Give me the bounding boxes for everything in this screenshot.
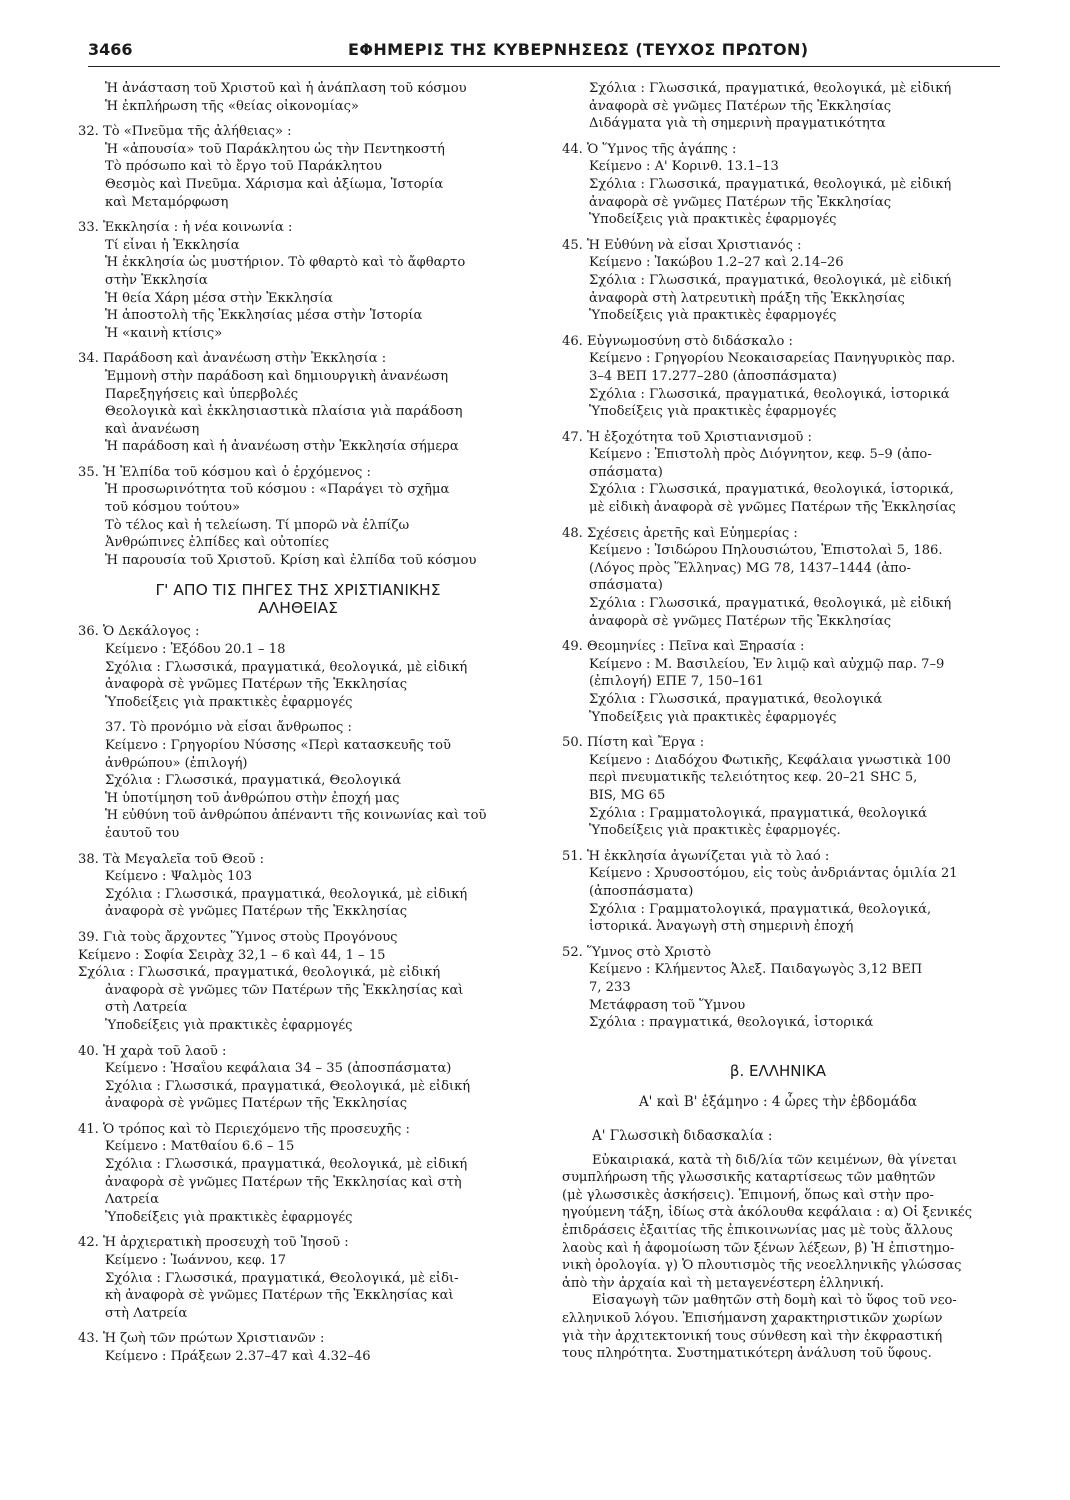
item-heading: 34. Παράδοση καὶ ἀνανέωση στὴν Ἐκκλησία : xyxy=(78,351,387,367)
text-line: Σχόλια : Γλωσσικά, πραγματικά, θεολογικά, μὲ εἰδική xyxy=(105,659,468,675)
text-line: Κείμενο : Ἰωάννου, κεφ. 17 xyxy=(105,1253,287,1269)
text-line: Ἡ θεία Χάρη μέσα στὴν Ἐκκλησία xyxy=(105,290,333,306)
text-line: ἀναφορὰ σὲ γνῶμες Πατέρων τῆς Ἐκκλησίας xyxy=(589,613,892,629)
text-line: Ὑποδείξεις γιὰ πρακτικὲς ἐφαρμογές xyxy=(589,212,837,228)
text-line: (Λόγος πρὸς Ἕλληνας) MG 78, 1437–1444 (ἀπο- xyxy=(589,560,911,576)
text-line: ἀναφορὰ σὲ γνῶμες Πατέρων τῆς Ἐκκλησίας xyxy=(105,904,408,920)
text-line: Ὑποδείξεις γιὰ πρακτικὲς ἐφαρμογές xyxy=(105,1017,353,1033)
list-item-38 xyxy=(78,851,518,921)
text-line: Σχόλια : Γλωσσικά, πραγματικά, Θεολογικά, μὲ εἰδι- xyxy=(105,1270,459,1286)
item-heading: 33. Ἐκκλησία : ἡ νέα κοινωνία : xyxy=(78,220,293,236)
item-heading: 50. Πίστη καὶ Ἔργα : xyxy=(562,735,705,751)
text-line: καὶ Μεταμόρφωση xyxy=(105,194,229,210)
item-heading: 39. Γιὰ τοὺς ἄρχοντες Ὕμνος στοὺς Προγόνους xyxy=(78,929,398,945)
text-line: Κείμενο : Ἰακώβου 1.2–27 καὶ 2.14–26 xyxy=(589,255,844,271)
text-line: ἀναφορὰ σὲ γνῶμες Πατέρων τῆς Ἐκκλησίας xyxy=(105,677,408,693)
text-line: 3–4 ΒΕΠ 17.277–280 (ἀποσπάσματα) xyxy=(589,368,837,384)
list-item-51 xyxy=(562,848,994,936)
list-item-48 xyxy=(562,525,994,631)
left-top-continuation xyxy=(78,80,518,115)
text-line: Ὑποδείξεις γιὰ πρακτικὲς ἐφαρμογές. xyxy=(589,823,841,839)
text-line: Παρεξηγήσεις καὶ ὑπερβολές xyxy=(105,386,299,402)
list-item-52 xyxy=(562,944,994,1032)
text-line: ελληνικοῦ λόγου. Ἐπισήμανση χαρακτηριστικῶν χωρίων xyxy=(562,1311,943,1327)
list-item-50 xyxy=(562,734,994,840)
text-line: (ἀποσπάσματα) xyxy=(589,883,694,899)
list-item-33 xyxy=(78,219,518,342)
text-line: (ἐπιλογή) ΕΠΕ 7, 150–161 xyxy=(589,674,764,690)
text-line: τοῦ κόσμου τούτου» xyxy=(105,500,240,516)
list-item-35 xyxy=(78,464,518,570)
text-line: Κείμενο : Ἐπιστολὴ πρὸς Διόγνητον, κεφ. 5–9 (ἀπο- xyxy=(589,447,932,463)
list-item-42 xyxy=(78,1234,518,1322)
item-heading: 51. Ἡ ἐκκλησία ἀγωνίζεται γιὰ τὸ λαό : xyxy=(562,848,830,864)
text-line: κὴ ἀναφορὰ σὲ γνῶμες Πατέρων τῆς Ἐκκλησίας καὶ xyxy=(105,1288,454,1304)
text-line: σπάσματα) xyxy=(589,578,663,594)
item-heading: 52. Ὕμνος στὸ Χριστὸ xyxy=(562,944,711,960)
text-line: λαοὺς καὶ ἡ ἀφομοίωση τῶν ξένων λέξεων, β) Ἡ ἐπιστημο- xyxy=(562,1240,955,1256)
text-line: Ὑποδείξεις γιὰ πρακτικὲς ἐφαρμογές xyxy=(589,308,837,324)
text-line: Σχόλια : Γλωσσικά, πραγματικά, θεολογικά, μὲ εἰδική xyxy=(589,176,952,192)
list-item-44 xyxy=(562,141,994,229)
text-line: Σχόλια : Γραμματολογικά, πραγματικά, θεολογικά xyxy=(589,805,927,821)
text-line: Σχόλια : Γλωσσικά, πραγματικά, θεολογικά, μὲ εἰδική xyxy=(589,596,952,612)
list-item-32 xyxy=(78,123,518,211)
text-line: Σχόλια : Γλωσσικά, πραγματικά, θεολογικά, μὲ εἰδική xyxy=(589,81,952,96)
list-item-47 xyxy=(562,429,994,517)
text-line: Σχόλια : Γλωσσικά, πραγματικά, θεολογικά, ἱστορικά xyxy=(589,386,950,402)
text-line: Ὑποδείξεις γιὰ πρακτικὲς ἐφαρμογές xyxy=(105,1209,353,1225)
text-line: ἀναφορὰ σὲ γνῶμες Πατέρων τῆς Ἐκκλησίας xyxy=(589,98,892,114)
list-item-46 xyxy=(562,333,994,421)
text-line: καὶ ἀνανέωση xyxy=(105,421,200,437)
text-line: Κείμενο : Ἡσαΐου κεφάλαια 34 – 35 (ἀποσπάσματα) xyxy=(105,1061,452,1077)
text-line: Τί εἶναι ἡ Ἐκκλησία xyxy=(105,237,240,253)
text-line: Σχόλια : Γλωσσικά, πραγματικά, θεολογικά, μὲ εἰδική xyxy=(589,272,952,288)
text-line: ἀναφορὰ σὲ γνῶμες τῶν Πατέρων τῆς Ἐκκλησίας καὶ xyxy=(105,982,464,998)
item-heading: 46. Εὐγνωμοσύνη στὸ διδάσκαλο : xyxy=(562,333,793,349)
item-heading: 49. Θεομηνίες : Πεῖνα καὶ Ξηρασία : xyxy=(562,639,805,655)
text-line: Κείμενο : Πράξεων 2.37–47 καὶ 4.32–46 xyxy=(105,1349,371,1364)
item-heading: 44. Ὁ Ὕμνος τῆς ἀγάπης : xyxy=(562,141,737,157)
text-line: περὶ πνευματικῆς τελειότητος κεφ. 20–21 SHC 5, xyxy=(589,770,918,786)
list-item-36 xyxy=(78,623,518,711)
text-line: Λατρεία xyxy=(105,1192,159,1208)
text-line: Εὐκαιριακά, κατὰ τὴ διδ/λία τῶν κειμένων, θὰ γίνεται xyxy=(592,1152,958,1168)
item-heading: 38. Τὰ Μεγαλεῖα τοῦ Θεοῦ : xyxy=(78,851,264,867)
text-line: Σχόλια : Γλωσσικά, πραγματικά, Θεολογικά xyxy=(105,773,402,789)
text-line: στὴν Ἐκκλησία xyxy=(105,272,208,288)
text-line: μὲ εἰδικὴ ἀναφορὰ σὲ γνῶμες Πατέρων τῆς Ἐκκλησίας xyxy=(589,500,956,516)
text-line: Ἡ ἐκπλήρωση τῆς «θείας οἰκονομίας» xyxy=(105,98,359,114)
text-line: Ἐμμονὴ στὴν παράδοση καὶ δημιουργικὴ ἀνανέωση xyxy=(105,368,449,384)
item-heading: 37. Τὸ προνόμιο νὰ εἶσαι ἄνθρωπος : xyxy=(105,720,352,736)
text-line: Ἀνθρώπινες ἐλπίδες καὶ οὐτοπίες xyxy=(105,535,330,551)
header-rule xyxy=(88,66,1000,67)
text-line: Κείμενο : Ψαλμὸς 103 xyxy=(105,869,253,885)
text-line: στὴ Λατρεία xyxy=(105,1305,188,1321)
text-line: Διδάγματα γιὰ τὴ σημερινὴ πραγματικότητα xyxy=(589,116,886,132)
text-line: Ἡ προσωρινότητα τοῦ κόσμου : «Παράγει τὸ σχῆμα xyxy=(105,482,450,498)
text-line: στὴ Λατρεία xyxy=(105,1000,188,1016)
item-heading: 36. Ὁ Δεκάλογος : xyxy=(78,624,200,640)
text-line: Κείμενο : Διαδόχου Φωτικῆς, Κεφάλαια γνωστικὰ 100 xyxy=(589,752,951,768)
text-line: Ἡ ἐκκλησία ὡς μυστήριον. Τὸ φθαρτὸ καὶ τὸ ἄφθαρτο xyxy=(105,255,466,271)
section-heading-line: Γ' ΑΠΟ ΤΙΣ ΠΗΓΕΣ ΤΗΣ ΧΡΙΣΤΙΑΝΙΚΗΣ xyxy=(155,581,441,600)
text-line: Ἡ «ἀπουσία» τοῦ Παράκλητου ὡς τὴν Πεντηκοστή xyxy=(105,141,445,157)
list-item-41 xyxy=(78,1121,518,1227)
text-line: Ὑποδείξεις γιὰ πρακτικὲς ἐφαρμογές xyxy=(589,404,837,420)
text-line: Ὑποδείξεις γιὰ πρακτικὲς ἐφαρμογές xyxy=(105,694,353,710)
page-title: ΕΦΗΜΕΡΙΣ ΤΗΣ ΚΥΒΕΡΝΗΣΕΩΣ (ΤΕΥΧΟΣ ΠΡΩΤΟΝ) xyxy=(348,40,809,59)
text-line: Ἡ ὑποτίμηση τοῦ ἀνθρώπου στὴν ἐποχή μας xyxy=(105,790,400,806)
text-line: Σχόλια : Γλωσσικά, πραγματικά, θεολογικά, ἱστορικά, xyxy=(589,482,954,498)
text-line: Τὸ τέλος καὶ ἡ τελείωση. Τί μπορῶ νὰ ἐλπίζω xyxy=(105,517,410,533)
text-line: Κείμενο : Σοφία Σειρὰχ 32,1 – 6 καὶ 44, 1 – 15 xyxy=(78,947,386,963)
text-line: Ἡ «καινὴ κτίσις» xyxy=(105,325,223,341)
text-line: Κείμενο : Γρηγορίου Νεοκαισαρείας Πανηγυρικὸς παρ. xyxy=(589,351,956,367)
paragraph-2 xyxy=(562,1292,994,1362)
text-line: Σχόλια : Γλωσσικά, πραγματικά, θεολογικά xyxy=(589,692,883,707)
item-heading: 35. Ἡ Ἐλπίδα τοῦ κόσμου καὶ ὁ ἐρχόμενος : xyxy=(78,464,371,480)
text-line: ἀναφορὰ σὲ γνῶμες Πατέρων τῆς Ἐκκλησίας xyxy=(105,1096,408,1112)
text-line: Σχόλια : Γλωσσικά, πραγματικά, θεολογικά, μὲ εἰδική xyxy=(105,1157,468,1173)
text-line: Κείμενο : Ἐξόδου 20.1 – 18 xyxy=(105,642,286,658)
item-heading: 40. Ἡ χαρὰ τοῦ λαοῦ : xyxy=(78,1043,227,1059)
text-line: 7, 233 xyxy=(589,979,631,995)
text-line: ἱστορικά. Ἀναγωγὴ στὴ σημερινὴ ἐποχή xyxy=(589,919,854,935)
list-item-43 xyxy=(78,1330,518,1365)
text-line: Θεολογικὰ καὶ ἐκκλησιαστικὰ πλαίσια γιὰ παράδοση xyxy=(105,404,463,420)
text-line: Σχόλια : Γραμματολογικά, πραγματικά, θεολογικά, xyxy=(589,901,932,917)
text-line: Ἡ παράδοση καὶ ἡ ἀνανέωση στὴν Ἐκκλησία σήμερα xyxy=(105,439,459,455)
text-line: ἀναφορὰ στὴ λατρευτικὴ πράξη τῆς Ἐκκλησίας xyxy=(589,290,905,306)
list-item-45 xyxy=(562,237,994,325)
item-heading: 47. Ἡ ἐξοχότητα τοῦ Χριστιανισμοῦ : xyxy=(562,429,812,445)
text-line: ἀπὸ τὴν ἀρχαία καὶ τὴ μεταγενέστερη ἑλληνική. xyxy=(562,1275,884,1291)
item-heading: 32. Τὸ «Πνεῦμα τῆς ἀλήθειας» : xyxy=(78,124,292,140)
text-line: ἑαυτοῦ του xyxy=(105,825,180,841)
section-heading-g xyxy=(78,581,518,617)
text-line: Κείμενο : Α' Κορινθ. 13.1–13 xyxy=(589,159,779,175)
text-line: τους πληρότητα. Συστηματικότερη ἀνάλυση τοῦ ὕφους. xyxy=(562,1346,932,1362)
text-line: Ἡ εὐθύνη τοῦ ἀνθρώπου ἀπέναντι τῆς κοινωνίας καὶ τοῦ xyxy=(105,808,487,824)
text-line: νικὴ ὁρολογία. γ) Ὁ πλουτισμὸς τῆς νεοελληνικῆς γλώσσας xyxy=(562,1258,962,1274)
text-line: Κείμενο : Γρηγορίου Νύσσης «Περὶ κατασκευῆς τοῦ xyxy=(105,738,451,753)
text-line: Κείμενο : Μ. Βασιλείου, Ἐν λιμῷ καὶ αὐχμῷ παρ. 7–9 xyxy=(589,656,945,672)
text-line: γιὰ τὴν ἀρχιτεκτονική τους σύνθεση καὶ τὴν ἐκφραστική xyxy=(562,1328,943,1344)
item-heading: 41. Ὁ τρόπος καὶ τὸ Περιεχόμενο τῆς προσευχῆς : xyxy=(78,1121,410,1137)
list-item-39 xyxy=(78,929,518,1035)
list-item-34 xyxy=(78,350,518,456)
item-heading: 43. Ἡ ζωὴ τῶν πρώτων Χριστιανῶν : xyxy=(78,1331,325,1347)
section-heading-b: β. ΕΛΛΗΝΙΚΑ xyxy=(729,1061,827,1080)
text-line: Σχόλια : Γλωσσικά, πραγματικά, θεολογικά, μὲ εἰδική xyxy=(78,965,441,981)
page-number: 3466 xyxy=(88,40,133,59)
section-subheading: Α' Γλωσσικὴ διδασκαλία : xyxy=(592,1127,773,1144)
text-line: Ἡ παρουσία τοῦ Χριστοῦ. Κρίση καὶ ἐλπίδα τοῦ κόσμου xyxy=(105,552,477,568)
text-line: Θεσμὸς καὶ Πνεῦμα. Χάρισμα καὶ ἀξίωμα, Ἱστορία xyxy=(105,176,444,192)
text-line: Μετάφραση τοῦ Ὕμνου xyxy=(589,997,746,1013)
text-line: Ἡ ἀποστολὴ τῆς Ἐκκλησίας μέσα στὴν Ἱστορία xyxy=(105,308,423,324)
text-line: Σχόλια : Γλωσσικά, πραγματικά, θεολογικά, μὲ εἰδική xyxy=(105,886,468,902)
text-line: Κείμενο : Κλήμεντος Ἀλεξ. Παιδαγωγὸς 3,12 ΒΕΠ xyxy=(589,962,923,978)
list-item-40 xyxy=(78,1043,518,1113)
left-column xyxy=(78,80,518,1374)
text-line: (μὲ γλωσσικὲς ἀσκήσεις). Ἐπιμονή, ὅπως καὶ στὴν προ- xyxy=(562,1187,934,1203)
right-column xyxy=(562,80,994,1363)
section-subtitle: Α' καὶ Β' ἑξάμηνο : 4 ὧρες τὴν ἑβδομάδα xyxy=(638,1093,918,1110)
item-heading: 45. Ἡ Εὐθύνη νὰ εἶσαι Χριστιανός : xyxy=(562,237,802,253)
page-header xyxy=(88,38,1000,64)
list-item-37 xyxy=(78,719,518,842)
text-line: ἐπιδράσεις ἐξαιτίας τῆς ἐπικοινωνίας μας μὲ τοὺς ἄλλους xyxy=(562,1223,953,1239)
text-line: Σχόλια : Γλωσσικά, πραγματικά, Θεολογικά, μὲ εἰδική xyxy=(105,1078,471,1094)
text-line: ἀναφορὰ σὲ γνῶμες Πατέρων τῆς Ἐκκλησίας καὶ στὴ xyxy=(105,1174,462,1190)
text-line: Ὑποδείξεις γιὰ πρακτικὲς ἐφαρμογές xyxy=(589,709,837,725)
text-line: Εἰσαγωγὴ τῶν μαθητῶν στὴ δομὴ καὶ τὸ ὕφος τοῦ νεο- xyxy=(592,1293,957,1309)
text-line: Σχόλια : πραγματικά, θεολογικά, ἱστορικά xyxy=(589,1015,874,1031)
text-line: ηγούμενη τάξη, ἰδίως στὰ ἀκόλουθα κεφάλαια : α) Οἱ ξενικές xyxy=(562,1205,973,1221)
item-heading: 48. Σχέσεις ἀρετῆς καὶ Εὐημερίας : xyxy=(562,525,798,541)
text-line: Κείμενο : Ματθαίου 6.6 – 15 xyxy=(105,1139,295,1155)
text-line: σπάσματα) xyxy=(589,464,663,480)
text-line: Τὸ πρόσωπο καὶ τὸ ἔργο τοῦ Παράκλητου xyxy=(105,159,382,175)
section-heading-line: ΑΛΗΘΕΙΑΣ xyxy=(258,599,338,618)
text-line: Κείμενο : Ἰσιδώρου Πηλουσιώτου, Ἐπιστολαὶ 5, 186. xyxy=(589,543,943,559)
text-line: ἀναφορὰ σὲ γνῶμες Πατέρων τῆς Ἐκκλησίας xyxy=(589,194,892,210)
text-line: ἀνθρώπου» (ἐπιλογή) xyxy=(105,755,248,771)
text-line: BIS, MG 65 xyxy=(589,787,666,803)
list-item-49 xyxy=(562,638,994,726)
right-top-continuation xyxy=(562,80,994,133)
paragraph-1 xyxy=(562,1152,994,1293)
text-line: Κείμενο : Χρυσοστόμου, εἰς τοὺς ἀνδριάντας ὁμιλία 21 xyxy=(589,866,958,882)
item-heading: 42. Ἡ ἀρχιερατικὴ προσευχὴ τοῦ Ἰησοῦ : xyxy=(78,1235,349,1251)
text-line: Ἡ ἀνάσταση τοῦ Χριστοῦ καὶ ἡ ἀνάπλαση τοῦ κόσμου xyxy=(105,81,467,96)
text-line: συμπλήρωση τῆς γλωσσικῆς καταρτίσεως τῶν μαθητῶν xyxy=(562,1170,936,1186)
